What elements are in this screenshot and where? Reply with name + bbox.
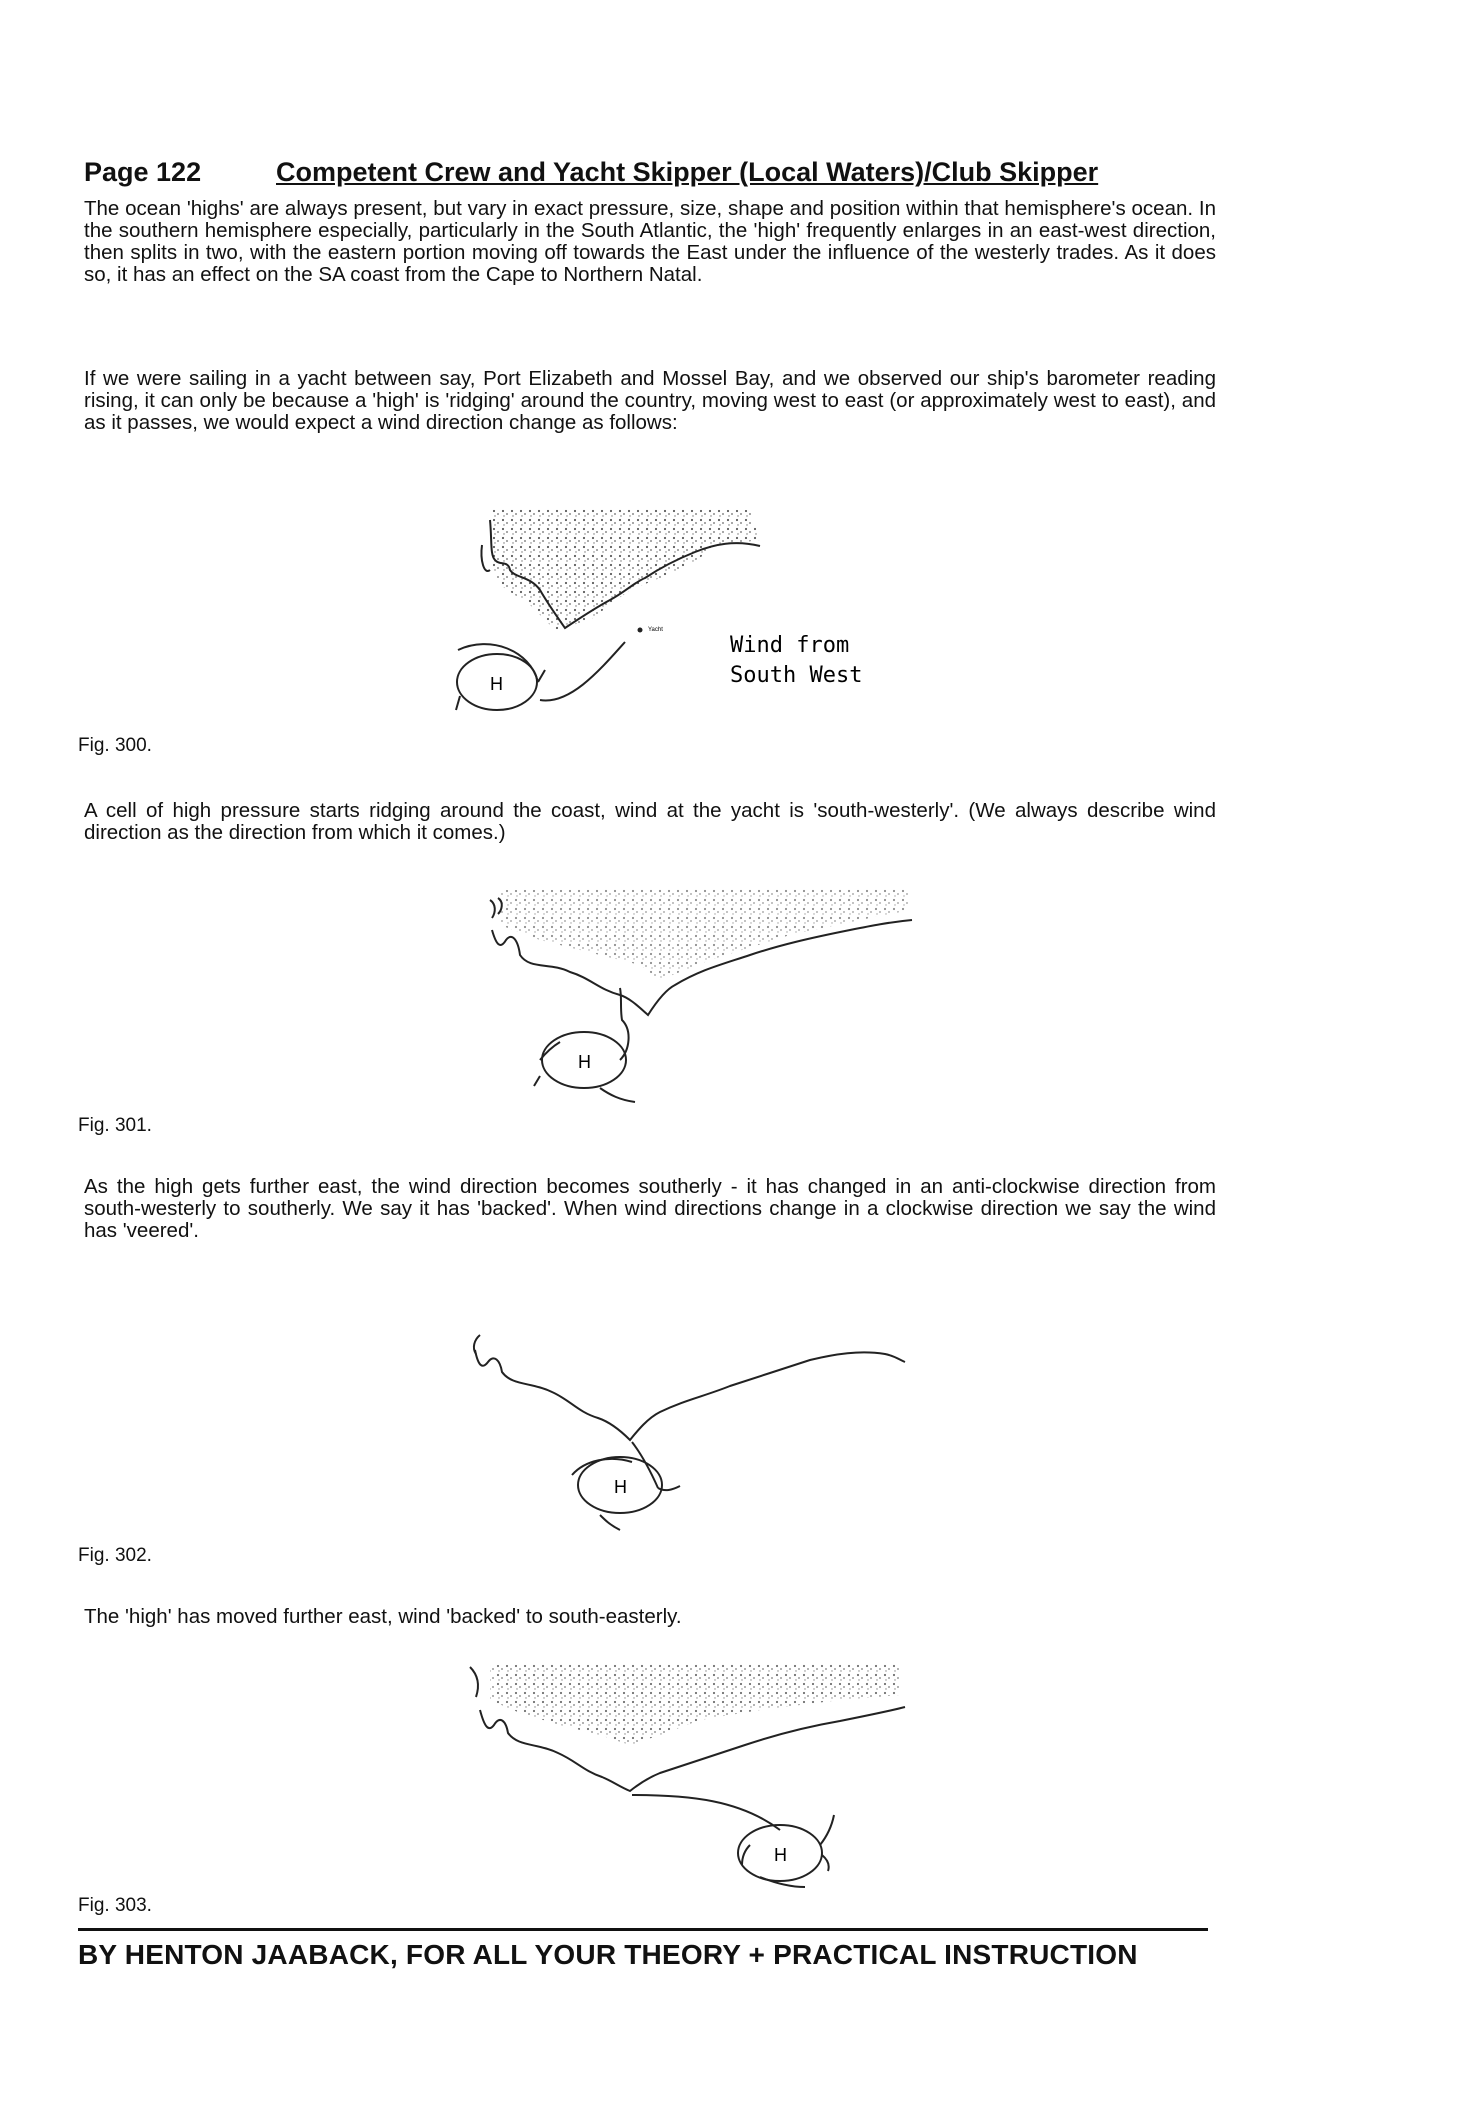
- book-title: Competent Crew and Yacht Skipper (Local Waters)/Club Skipper: [276, 157, 1099, 187]
- high-label: H: [774, 1845, 787, 1865]
- yacht-label: Yacht: [648, 627, 663, 633]
- page-footer: [78, 1928, 1218, 1971]
- paragraph-ridging: A cell of high pressure starts ridging around the coast, wind at the yacht is 'south-westerly'. (We always describe wind direction as the direction from which it comes.): [84, 799, 1216, 844]
- cape-outline: [481, 545, 490, 571]
- land-stipple: [500, 888, 910, 980]
- land-stipple: [490, 1663, 900, 1745]
- isobar-tail: [456, 696, 460, 710]
- figure-302-caption: Fig. 302.: [78, 1545, 152, 1566]
- isobar-curve: [632, 1795, 780, 1830]
- isobar-tail: [534, 1076, 635, 1102]
- high-label: H: [614, 1477, 627, 1497]
- isobar-arrow: [540, 988, 629, 1060]
- page-header: [84, 156, 1216, 188]
- paragraph-south-easterly: The 'high' has moved further east, wind 'backed' to south-easterly.: [84, 1605, 682, 1628]
- page-number: Page 122: [84, 157, 202, 187]
- paragraph-backed-veered: As the high gets further east, the wind direction becomes southerly - it has changed in an anti-clockwise direction from south-westerly to southerly. We say it has 'backed'. When wind directions change in a clockwise direction we say the wind has 'veered'.: [84, 1175, 1216, 1242]
- wind-label-line1: Wind from: [730, 633, 850, 658]
- cape-outline: [470, 1667, 478, 1697]
- figure-301-map: [460, 880, 920, 1120]
- isobar-curve: [540, 642, 625, 700]
- paragraph-ocean-highs: The ocean 'highs' are always present, but vary in exact pressure, size, shape and position within that hemisphere's ocean. In the southern hemisphere especially, particularly in the South Atlantic, the 'high' frequently enlarges in an east-west direction, then splits in two, with the eastern portion moving off towards the East under the influence of the westerly trades. As it does so, it has an effect on the SA coast from the Cape to Northern Natal.: [84, 197, 1216, 286]
- wind-label-line2: South West: [730, 663, 863, 688]
- cape-outline: [474, 1335, 480, 1354]
- high-label: H: [490, 674, 503, 694]
- coastline: [475, 1350, 905, 1440]
- figure-300-map: [420, 500, 940, 730]
- isobar-tail: [600, 1515, 620, 1530]
- figure-303-map: [460, 1655, 920, 1910]
- yacht-marker: [638, 628, 643, 633]
- figure-303-caption: Fig. 303.: [78, 1895, 152, 1916]
- high-label: H: [578, 1052, 591, 1072]
- footer-rule: [78, 1928, 1208, 1931]
- footer-text: BY HENTON JAABACK, FOR ALL YOUR THEORY + PRACTICAL INSTRUCTION: [78, 1939, 1138, 1970]
- figure-301-caption: Fig. 301.: [78, 1115, 152, 1136]
- paragraph-sailing-example: If we were sailing in a yacht between say, Port Elizabeth and Mossel Bay, and we observed our ship's barometer reading rising, it can only be because a 'high' is 'ridging' around the country, moving west to east (or approximately west to east), and as it passes, we would expect a wind direction change as follows:: [84, 367, 1216, 434]
- figure-302-map: [460, 1320, 920, 1550]
- figure-300-caption: Fig. 300.: [78, 735, 152, 756]
- land-stipple: [490, 508, 760, 630]
